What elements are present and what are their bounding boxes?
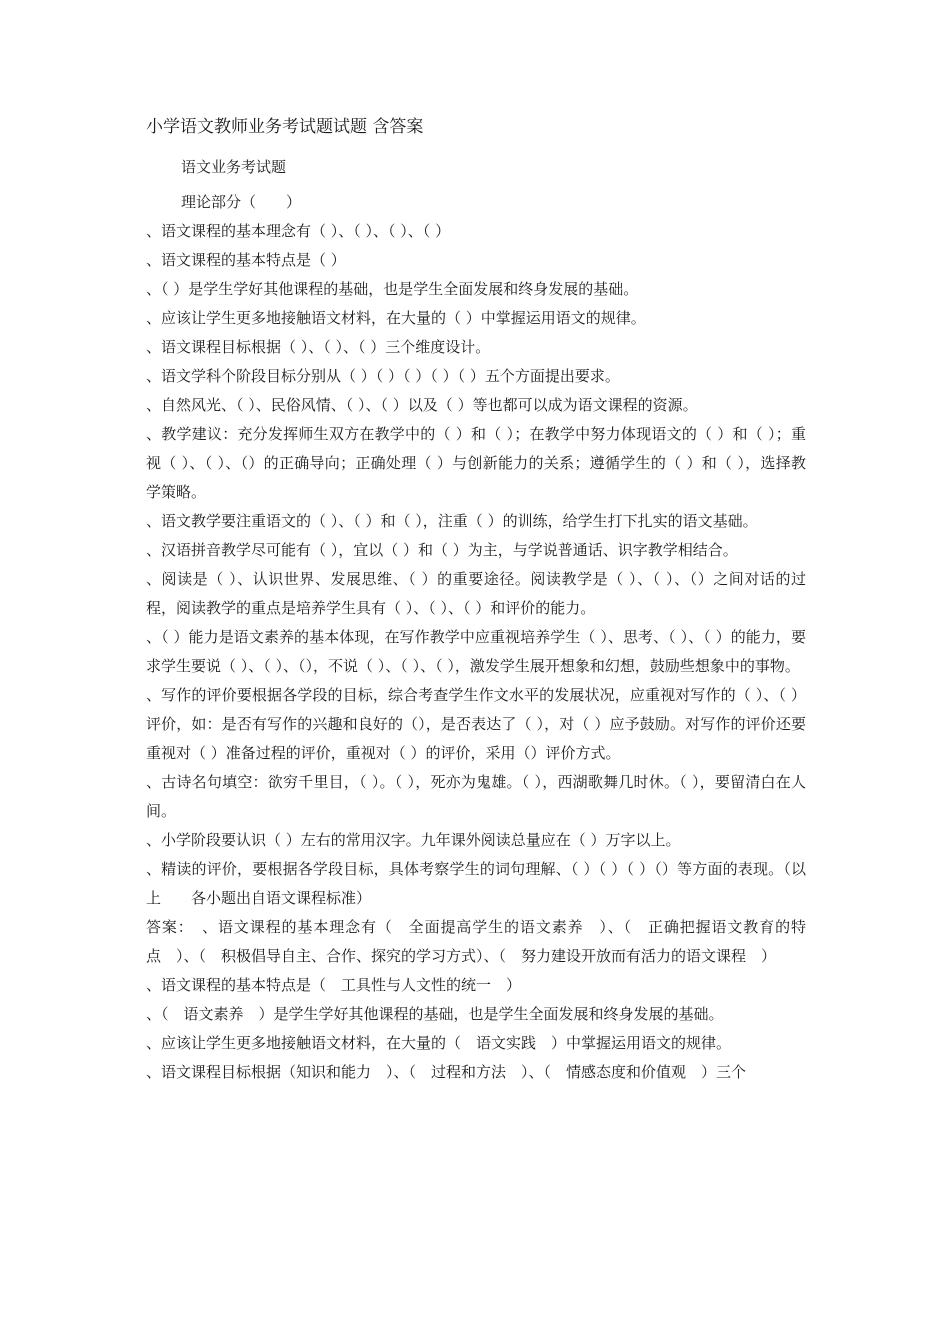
document-body [146, 217, 806, 1087]
question-item: 、教学建议：充分发挥师生双方在教学中的（ ）和（ ）；在教学中努力体现语文的（ ）和（ ）；重视（ ）、（ ）、（）的正确导向；正确处理（ ）与创新能力的关系；遵循学生的（ ）和（ ），选择教学策略。 [146, 425, 806, 501]
answer-item: 、（ 语文素养 ）是学生学好其他课程的基础，也是学生全面发展和终身发展的基础。 [146, 1005, 724, 1023]
question-item: 、语文课程的基本理念有（ ）、（ ）、（ ）、（ ） [146, 222, 451, 240]
question-item: 、（ ）是学生学好其他课程的基础，也是学生全面发展和终身发展的基础。 [146, 280, 639, 298]
question-item: 、语文课程目标根据（ ）、（ ）、（ ）三个维度设计。 [146, 338, 491, 356]
question-item: 、语文教学要注重语文的（ ）、（ ）和（ ），注重（ ）的训练，给学生打下扎实的语文基础。 [146, 512, 758, 530]
question-item: 、汉语拼音教学尽可能有（ ），宜以（ ）和（ ）为主，与学说普通话、识字教学相结合。 [146, 541, 738, 559]
question-item: 、阅读是（ ）、认识世界、发展思维、（ ）的重要途径。阅读教学是（ ）、（ ）、（）之间对话的过程，阅读教学的重点是培养学生具有（ ）、（ ）、（ ）和评价的能力。 [146, 570, 806, 617]
question-item: 、写作的评价要根据各学段的目标，综合考查学生作文水平的发展状况，应重视对写作的（ ）、（ ）评价，如：是否有写作的兴趣和良好的（），是否表达了（ ），对（ ）应予鼓励。对写作的评价还要重视对（ ）准备过程的评价，重视对（ ）的评价，采用（）评价方式。 [146, 686, 806, 762]
answer-item: 、语文课程目标根据（知识和能力 ）、（ 过程和方法 ）、（ 情感态度和价值观 ）三个 [146, 1063, 747, 1081]
document-subtitle: 语文业务考试题 [181, 158, 287, 176]
answer-item: 、应该让学生更多地接触语文材料，在大量的（ 语文实践 ）中掌握运用语文的规律。 [146, 1034, 732, 1052]
document-title: 小学语文教师业务考试题试题 含答案 [146, 117, 424, 137]
section-heading: 理论部分（ ） [181, 193, 302, 211]
question-item: 、应该让学生更多地接触语文材料，在大量的（ ）中掌握运用语文的规律。 [146, 309, 646, 327]
answer-item: 、语文课程的基本特点是（ 工具性与人文性的统一 ） [146, 976, 522, 994]
question-item: 、古诗名句填空：欲穷千里目，（ ）。（ ），死亦为鬼雄。（ ），西湖歌舞几时休。（ ），要留清白在人间。 [146, 773, 806, 820]
question-item: 、精读的评价，要根据各学段目标，具体考察学生的词句理解、（ ）（ ）（ ）（）等方面的表现。（以上 各小题出自语文课程标准） [146, 860, 806, 907]
question-item: 、语文学科个阶段目标分别从（ ）（ ）（ ）（ ）（ ）五个方面提出要求。 [146, 367, 620, 385]
question-item: 、自然风光、（ ）、民俗风情、（ ）、（ ）以及（ ）等也都可以成为语文课程的资源。 [146, 396, 698, 414]
question-item: 、（ ）能力是语文素养的基本体现，在写作教学中应重视培养学生（ ）、思考、（ ）、（ ）的能力，要求学生要说（ ）、（ ）、（），不说（ ）、（ ）、（ ），激发学生展开想象和幻想，鼓励些想象中的事物。 [146, 628, 806, 675]
question-item: 、语文课程的基本特点是（ ） [146, 251, 346, 269]
answer-item: 答案： 、语文课程的基本理念有（ 全面提高学生的语文素养 ）、（ 正确把握语文教育的特点 ）、（ 积极倡导自主、合作、探究的学习方式）、（ 努力建设开放而有活力的语文课程 ） [146, 918, 806, 965]
question-item: 、小学阶段要认识（ ）左右的常用汉字。九年课外阅读总量应在（ ）万字以上。 [146, 831, 681, 849]
